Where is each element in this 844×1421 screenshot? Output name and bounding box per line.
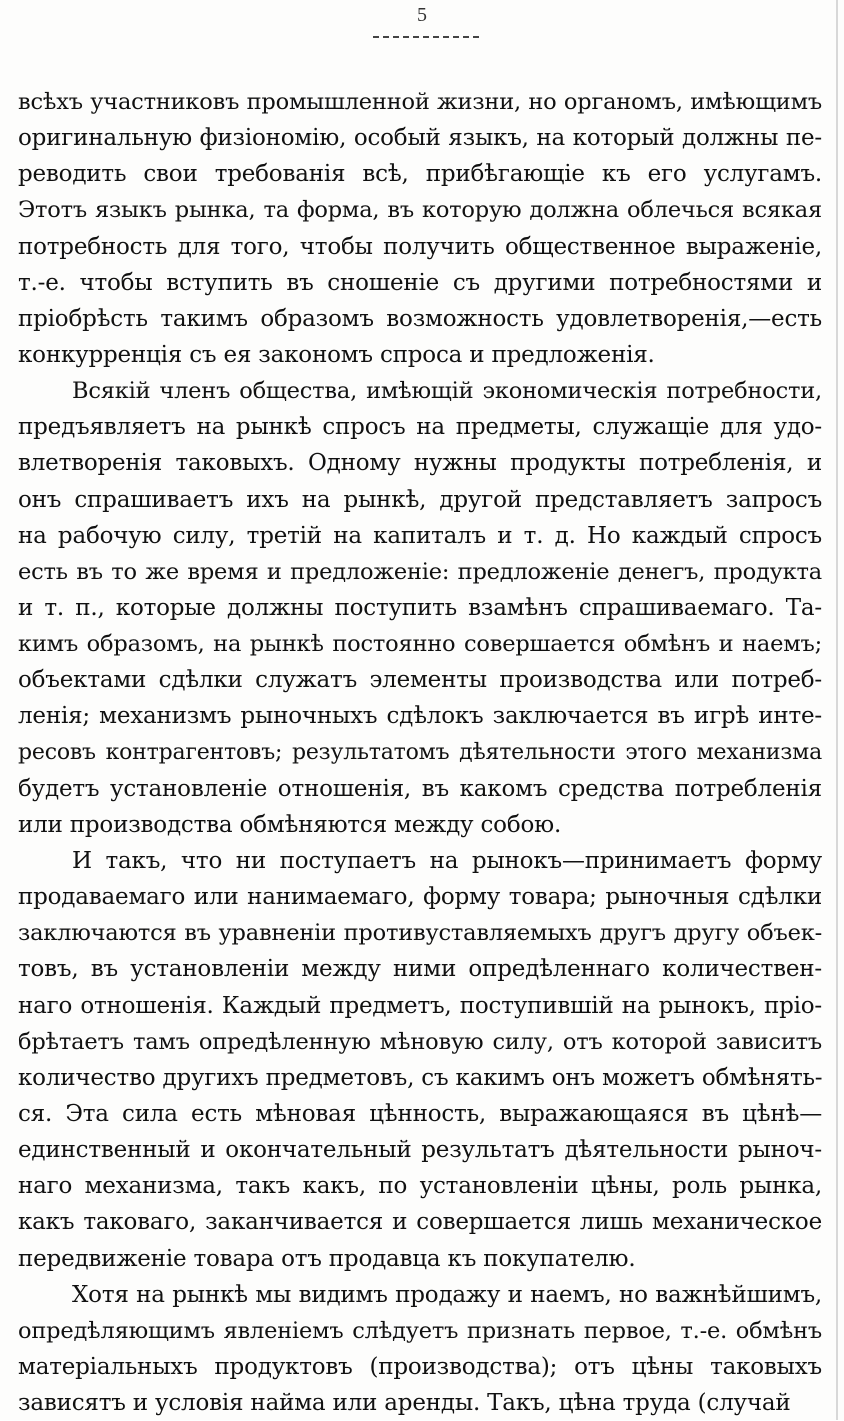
text-line: всѣхъ участниковъ промышленной жизни, но органомъ, имѣющимъ [18, 89, 822, 115]
text-line: передвиженіе товара отъ продавца къ покупателю. [18, 1245, 636, 1272]
text-line: Этотъ языкъ рынка, та форма, въ которую должна облечься всякая [18, 197, 822, 224]
text-line: предъявляетъ на рынкѣ спросъ на предметы, служащіе для удо- [18, 414, 822, 441]
text-line: оригинальную физіономію, особый языкъ, на который должны пе- [18, 125, 822, 152]
text-line: ресовъ контрагентовъ; результатомъ дѣятельности этого механизма [18, 739, 822, 765]
text-line: зависятъ и условія найма или аренды. Такъ, цѣна труда (случай [18, 1390, 791, 1417]
text-line: И такъ, что ни поступаетъ на рынокъ—принимаетъ форму [72, 847, 822, 874]
text-line: ся. Эта сила есть мѣновая цѣнность, выражающаяся въ цѣнѣ— [18, 1100, 822, 1127]
header-rule [373, 36, 479, 38]
text-line: заключаются въ уравненіи противуставляемыхъ другъ другу объек- [18, 920, 822, 947]
text-line: ленія; механизмъ рыночныхъ сдѣлокъ заключается въ игрѣ инте- [18, 703, 822, 730]
text-line: будетъ установленіе отношенія, въ какомъ средства потребленія [18, 775, 822, 802]
text-line: или производства обмѣняются между собою. [18, 811, 562, 838]
text-line: единственный и окончательный результатъ дѣятельности рыноч- [18, 1137, 822, 1164]
text-line: и т. п., которые должны поступить взамѣнъ спрашиваемаго. Та- [18, 594, 822, 621]
text-line: наго механизма, такъ какъ, по установленіи цѣны, роль рынка, [18, 1173, 822, 1200]
text-line: потребность для того, чтобы получить общественное выраженіе, [18, 233, 822, 260]
text-line: какъ таковаго, заканчивается и совершается лишь механическое [18, 1209, 822, 1236]
text-line: опредѣляющимъ явленіемъ слѣдуетъ признать первое, т.-е. обмѣнъ [18, 1317, 822, 1344]
page-number: 5 [417, 4, 427, 26]
text-line: объектами сдѣлки служатъ элементы производства или потреб- [18, 667, 822, 694]
text-line: наго отношенія. Каждый предметъ, поступившій на рынокъ, пріо- [18, 992, 822, 1019]
paragraph [18, 373, 822, 843]
body-text [18, 84, 822, 1421]
page-edge-shadow [836, 0, 838, 1420]
paragraph [18, 843, 822, 1277]
text-line: т.-е. чтобы вступить въ сношеніе съ другими потребностями и [18, 269, 822, 296]
page-header [0, 4, 844, 26]
text-line: Всякій членъ общества, имѣющій экономическія потребности, [72, 378, 822, 405]
text-line: кимъ образомъ, на рынкѣ постоянно совершается обмѣнъ и наемъ; [18, 631, 822, 658]
text-line: товъ, въ установленіи между ними опредѣленнаго количествен- [18, 956, 822, 983]
text-line: конкурренція съ ея закономъ спроса и предложенія. [18, 341, 655, 368]
paragraph [18, 84, 822, 373]
text-line: количество другихъ предметовъ, съ какимъ онъ можетъ обмѣнять- [18, 1064, 823, 1091]
text-line: продаваемаго или нанимаемаго, форму товара; рыночныя сдѣлки [18, 884, 822, 911]
text-line: матеріальныхъ продуктовъ (производства); отъ цѣны таковыхъ [18, 1353, 822, 1380]
text-line: пріобрѣсть такимъ образомъ возможность удовлетворенія,—есть [18, 305, 822, 332]
text-line: Хотя на рынкѣ мы видимъ продажу и наемъ, но важнѣйшимъ, [72, 1281, 822, 1308]
paragraph [18, 1277, 822, 1421]
text-line: реводить свои требованія всѣ, прибѣгающіе къ его услугамъ. [18, 161, 822, 188]
text-line: на рабочую силу, третій на капиталъ и т. д. Но каждый спросъ [18, 522, 822, 549]
text-line: есть въ то же время и предложеніе: предложеніе денегъ, продукта [18, 558, 822, 585]
text-line: брѣтаетъ тамъ опредѣленную мѣновую силу, отъ которой зависитъ [18, 1028, 822, 1055]
text-line: влетворенія таковыхъ. Одному нужны продукты потребленія, и [18, 450, 822, 477]
text-line: онъ спрашиваетъ ихъ на рынкѣ, другой представляетъ запросъ [18, 486, 822, 513]
